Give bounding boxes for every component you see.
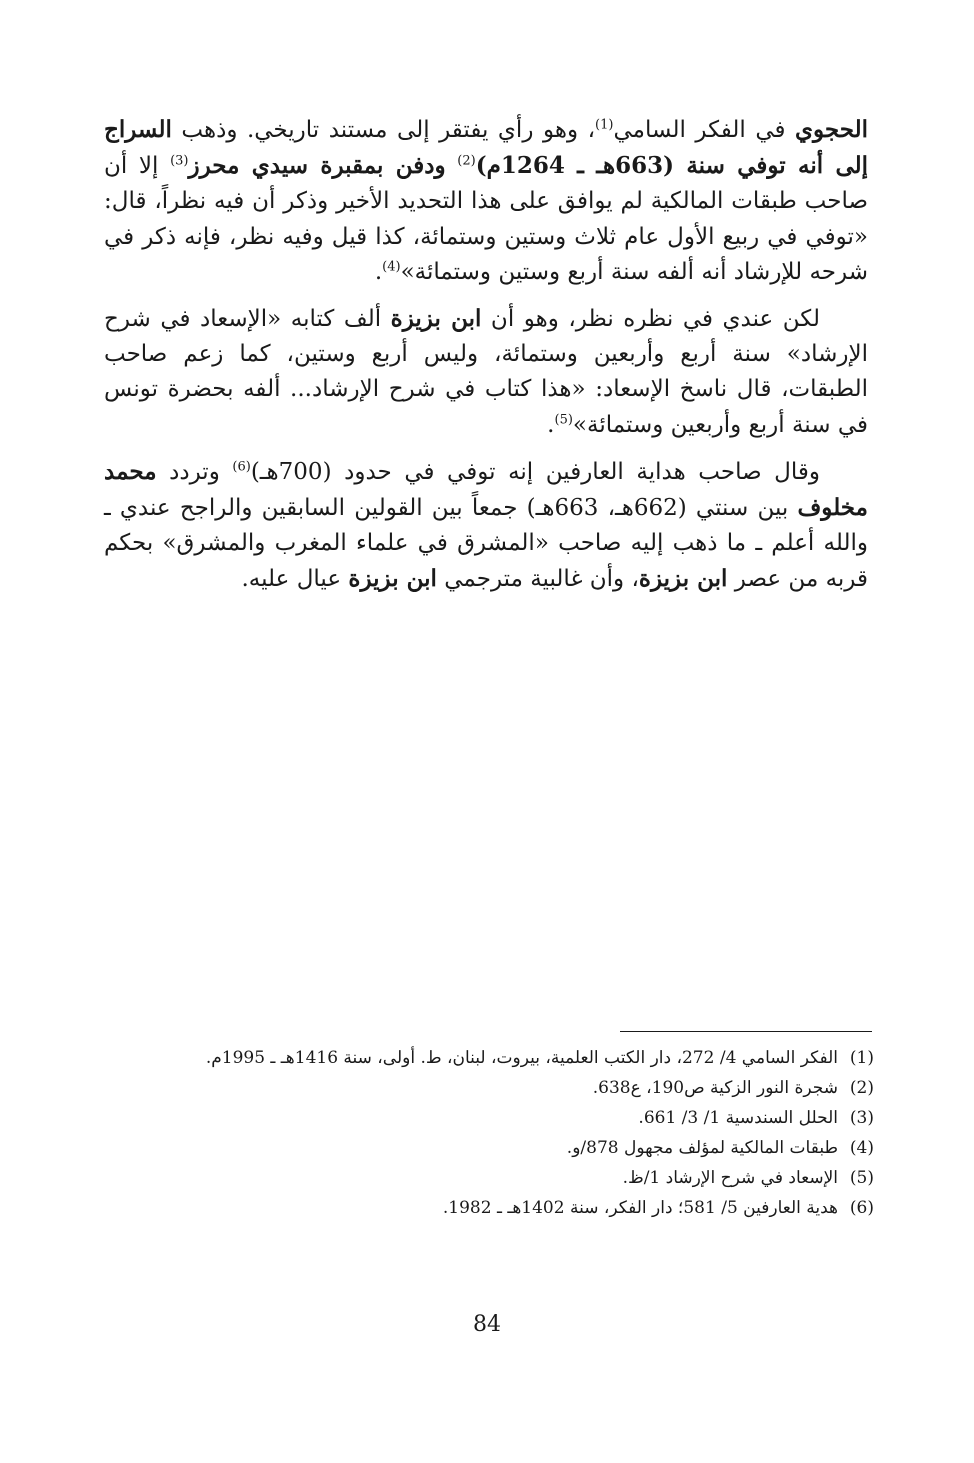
- footnote-ref: (2): [457, 153, 476, 169]
- bold-name: ابن بزيزة: [390, 305, 482, 333]
- footnotes: [104, 1043, 874, 1223]
- paragraph-1: [104, 112, 868, 290]
- bold-name: محمد مخلوف: [104, 457, 868, 522]
- text-run: وقال صاحب هداية العارفين إنه توفي في حدود (700هـ): [250, 458, 820, 485]
- footnote-text: الفكر السامي 4/ 272، دار الكتب العلمية، بيروت، لبنان، ط. أولى، سنة 1416هـ ـ 1995م.: [205, 1048, 838, 1068]
- text-run: إلا أن صاحب طبقات المالكية لم يوافق على هذا التحديد الأخير وذكر أن فيه نظراً، قال: «توفي في ربيع الأول عام ثلاث وستين وستمائة، كذا قيل وفيه نظر، فإنه ذكر في شرحه للإرشاد أنه ألفه سنة أربع وستين وستمائة»: [104, 153, 868, 285]
- bold-name: ابن بزيزة: [348, 565, 437, 593]
- page-number: 84: [473, 1312, 501, 1337]
- footnote-2: [104, 1073, 874, 1103]
- footnote-number: (1): [849, 1048, 874, 1068]
- text-run: [446, 153, 458, 179]
- paragraph-2: [104, 301, 868, 443]
- footnote-4: [104, 1133, 874, 1163]
- text-run: ، وهو رأي يفتقر إلى مستند تاريخي. وذهب: [171, 117, 596, 143]
- footnote-ref: (1): [595, 117, 614, 133]
- footnote-ref: (5): [554, 411, 573, 427]
- text-run: عيال عليه.: [241, 566, 349, 593]
- footnote-text: الإسعاد في شرح الإرشاد 1/ظ.: [622, 1168, 838, 1188]
- text-run: .: [374, 258, 383, 285]
- text-run: ، وأن غالبية مترجمي: [436, 566, 639, 593]
- bold-name: ودفن بمقبرة سيدي محرز: [188, 152, 446, 180]
- footnote-3: [104, 1103, 874, 1133]
- footnote-text: الحلل السندسية 1/ 3/ 661.: [638, 1108, 838, 1128]
- main-text: [104, 112, 868, 609]
- text-run: ألف كتابه «الإسعاد في شرح الإرشاد» سنة أربع وأربعين وستمائة، وليس أربع وستين، كما زعم صاحب الطبقات، قال ناسخ الإسعاد: «هذا كتاب في شرح الإرشاد... ألفه بحضرة تونس في سنة أربع وأربعين وستمائة»: [104, 306, 868, 438]
- footnote-number: (6): [849, 1198, 874, 1218]
- footnote-ref: (6): [232, 459, 251, 475]
- paragraph-3: [104, 454, 868, 598]
- bold-name: السراج إلى أنه توفي سنة (663هـ ـ 1264م): [104, 116, 869, 180]
- footnote-6: [104, 1193, 874, 1223]
- bold-name: الحجوي: [795, 116, 869, 143]
- footnote-number: (2): [849, 1078, 874, 1098]
- footnote-text: طبقات المالكية لمؤلف مجهول 878/و.: [566, 1138, 838, 1158]
- text-run: في الفكر السامي: [613, 117, 796, 143]
- text-run: لكن عندي في نظره نظر، وهو أن: [481, 306, 821, 333]
- footnote-ref: (4): [382, 259, 401, 275]
- footnote-ref: (3): [170, 153, 189, 169]
- footnote-number: (4): [849, 1138, 874, 1158]
- bold-name: ابن بزيزة: [638, 565, 728, 593]
- footnote-text: هدية العارفين 5/ 581؛ دار الفكر، سنة 1402هـ ـ 1982.: [442, 1198, 838, 1218]
- footnote-5: [104, 1163, 874, 1193]
- footnote-text: شجرة النور الزكية ص190، ع638.: [592, 1078, 838, 1098]
- footnote-number: (3): [849, 1108, 874, 1128]
- footnote-separator: [620, 1031, 872, 1032]
- text-run: وتردد: [156, 458, 233, 485]
- text-run: بين سنتي (662هـ، 663هـ) جمعاً بين القولين السابقين والراجح عندي ـ والله أعلم ـ ما ذهب إليه صاحب «المشرق في علماء المغرب والمشرق» بحكم قربه من عصر: [104, 495, 868, 593]
- text-run: .: [547, 411, 555, 438]
- footnote-number: (5): [849, 1168, 874, 1188]
- footnote-1: [104, 1043, 874, 1073]
